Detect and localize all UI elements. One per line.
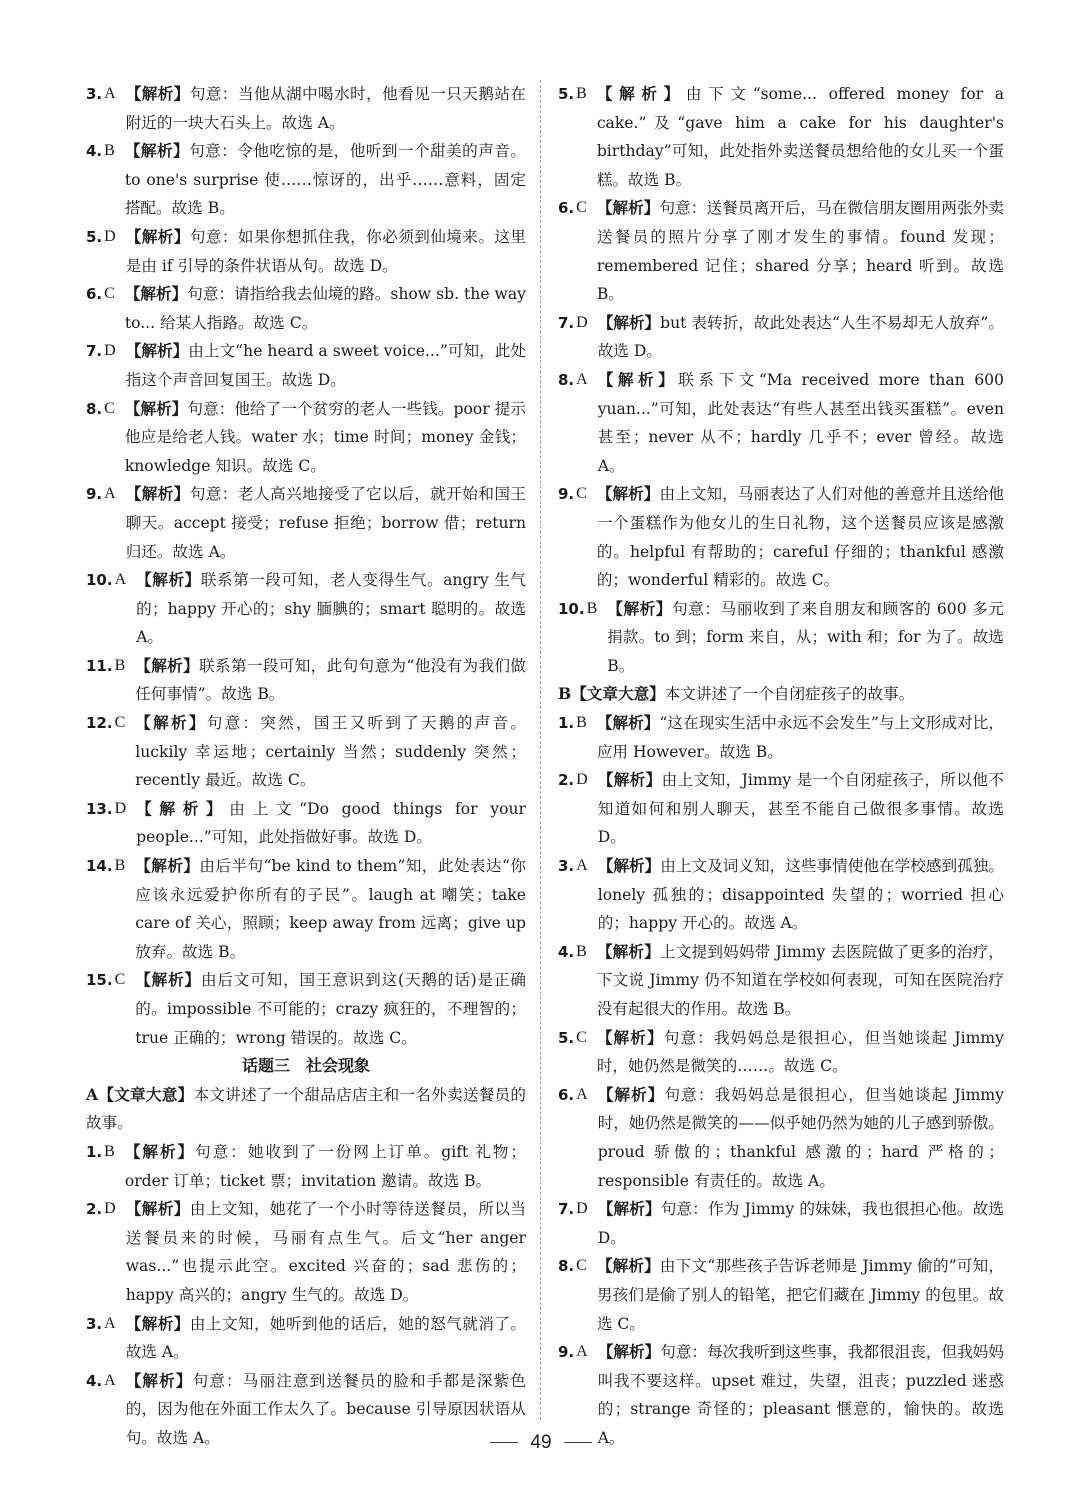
item-explanation <box>607 595 1004 681</box>
answer-item <box>558 1081 1004 1195</box>
item-explanation <box>597 1252 1004 1338</box>
answer-item <box>86 966 526 1052</box>
right-answer-list-a <box>558 80 1004 680</box>
item-explanation <box>597 938 1004 1024</box>
item-number: 9. <box>558 485 575 504</box>
item-explanation <box>125 137 526 223</box>
answer-item <box>558 1024 1004 1081</box>
explanation-text: 句意：每次我听到这些事，我都很沮丧，但我妈妈叫我不要这样。upset 难过，失望，沮丧；puzzled 迷惑的；strange 奇怪的；pleasant 惬意的，愉快的。故选 A。 <box>597 1343 1004 1447</box>
analysis-tag: 【解析】 <box>125 1370 193 1390</box>
explanation-text: 句意：马丽注意到送餐员的脸和手都是深紫色的，因为他在外面工作太久了。because 引导原因状语从句。故选 A。 <box>125 1371 526 1447</box>
item-explanation <box>598 309 1004 366</box>
item-number: 10. <box>86 571 113 590</box>
item-number: 3. <box>86 85 103 103</box>
answer-item <box>86 1195 526 1309</box>
answer-item <box>558 309 1004 366</box>
analysis-tag: 【解析】 <box>135 856 200 876</box>
analysis-tag: 【解析】 <box>597 770 662 790</box>
explanation-text: 句意：马丽收到了来自朋友和顾客的 600 多元捐款。to 到；form 来自，从；with 和；for 为了。故选 B。 <box>607 599 1004 675</box>
explanation-text: 由下文“some... offered money for a cake.”及“gave him a cake for his daughter's birthday”可知，此处指外卖送餐员想给他的女儿买一个蛋糕。故选 B。 <box>596 85 1004 189</box>
item-number: 7. <box>558 313 575 332</box>
item-answer: B <box>576 714 587 732</box>
analysis-tag: 【解析】 <box>125 226 190 246</box>
analysis-tag: 【解析】 <box>596 713 660 733</box>
item-explanation <box>597 194 1004 308</box>
answer-item <box>558 366 1004 480</box>
item-answer: C <box>576 485 587 503</box>
item-number: 14. <box>86 857 113 876</box>
item-number: 4. <box>558 942 575 961</box>
footer-dash-left <box>490 1442 518 1443</box>
summary-b-prefix: B <box>558 684 572 704</box>
left-answer-list-a <box>86 80 526 1052</box>
analysis-tag: 【解析】 <box>125 84 190 103</box>
answer-item <box>86 566 526 652</box>
item-answer: A <box>114 571 127 589</box>
answer-item <box>86 137 526 223</box>
analysis-tag: 【解析】 <box>124 1141 196 1161</box>
analysis-tag: 【解析】 <box>135 713 207 733</box>
item-answer: B <box>114 656 126 674</box>
item-answer: B <box>104 142 115 160</box>
explanation-text: but 表转折，故此处表达“人生不易却无人放弃”。故选 D。 <box>597 313 1004 361</box>
item-number: 8. <box>86 399 103 418</box>
analysis-tag: 【解析】 <box>596 1256 660 1276</box>
item-answer: A <box>104 1314 116 1332</box>
item-explanation <box>126 1195 526 1309</box>
explanation-text: 联系第一段可知，老人变得生气。angry 生气的；happy 开心的；shy 腼腆的；smart 聪明的。故选 A。 <box>136 571 526 647</box>
analysis-tag: 【解析】 <box>135 970 201 990</box>
item-explanation <box>135 709 526 795</box>
explanation-text: 句意：送餐员离开后，马在微信朋友圈用两张外卖送餐员的照片分享了刚才发生的事情。found 发现；remembered 记住；shared 分享；heard 听到。故选 B。 <box>596 199 1004 304</box>
footer-dash-right <box>564 1442 592 1443</box>
summary-b-label: 【文章大意】 <box>571 684 665 704</box>
analysis-tag: 【解析】 <box>124 141 190 161</box>
analysis-tag: 【解析】 <box>597 1084 665 1104</box>
explanation-text: 上文提到妈妈带 Jimmy 去医院做了更多的治疗，下文说 Jimmy 仍不知道在学校如何表现，可知在医院治疗没有起很大的作用。故选 B。 <box>596 942 1004 1018</box>
item-explanation <box>125 1138 526 1195</box>
item-answer: A <box>576 370 588 388</box>
item-answer: C <box>576 199 587 217</box>
page-footer <box>0 1432 1082 1454</box>
analysis-tag: 【解析】 <box>124 398 188 418</box>
explanation-text: 由后文可知，国王意识到这(天鹅的话)是正确的。impossible 不可能的；crazy 疯狂的，不理智的；true 正确的；wrong 错误的。故选 C。 <box>135 971 526 1047</box>
item-explanation <box>135 966 526 1052</box>
item-answer: C <box>114 714 126 732</box>
item-number: 5. <box>86 227 103 246</box>
item-explanation <box>598 852 1004 938</box>
summary-b-text: 本文讲述了一个自闭症孩子的故事。 <box>664 685 915 704</box>
item-explanation <box>597 480 1004 594</box>
explanation-text: 由上文知，Jimmy 是一个自闭症孩子，所以他不知道如何和别人聊天，甚至不能自己做很多事情。故选 D。 <box>597 771 1004 847</box>
left-column <box>86 80 526 1453</box>
answer-item <box>86 852 526 966</box>
item-answer: A <box>576 857 588 875</box>
item-answer: B <box>104 1142 115 1160</box>
answer-item <box>86 337 526 394</box>
answer-item <box>86 795 526 852</box>
item-number: 12. <box>86 714 113 733</box>
explanation-text: 句意：突然，国王又听到了天鹅的声音。luckily 幸运地；certainly 当然；suddenly 突然；recently 最近。故选 C。 <box>135 714 526 790</box>
explanation-text: 句意：老人高兴地接受了它以后，就开始和国王聊天。accept 接受；refuse 拒绝；borrow 借；return 归还。故选 A。 <box>125 485 526 561</box>
item-explanation <box>126 337 526 394</box>
item-explanation <box>598 1195 1004 1252</box>
analysis-tag: 【解析】 <box>125 484 190 504</box>
item-answer: A <box>104 485 116 503</box>
item-number: 3. <box>86 1314 103 1333</box>
summary-a-prefix: A <box>86 1084 99 1104</box>
item-answer: B <box>576 85 587 102</box>
item-explanation <box>598 766 1004 852</box>
item-number: 5. <box>558 1028 575 1047</box>
explanation-text: 由后半句“be kind to them”知，此处表达“你应该永远爱护你所有的子民”。laugh at 嘲笑；take care of 关心，照顾；keep away from 远离；give up 放弃。故选 B。 <box>135 857 526 961</box>
right-answer-list-b <box>558 709 1004 1452</box>
analysis-tag: 【解析】 <box>596 941 660 961</box>
item-answer: D <box>576 313 588 331</box>
item-number: 4. <box>86 1371 103 1390</box>
explanation-text: 句意：我妈妈总是很担心，但当她谈起 Jimmy 时，她仍然是微笑的……。故选 C。 <box>596 1028 1004 1076</box>
explanation-text: 由上文“he heard a sweet voice...”可知，此处指这个声音回复国王。故选 D。 <box>125 342 526 389</box>
item-answer: A <box>104 1371 116 1389</box>
item-explanation <box>125 395 526 481</box>
explanation-text: 句意：我妈妈总是很担心，但当她谈起 Jimmy 时，她仍然是微笑的——似乎她仍然为她的儿子感到骄傲。proud 骄傲的；thankful 感激的；hard 严格的；responsible 有责任的。故选 A。 <box>597 1085 1004 1190</box>
analysis-tag: 【解析】 <box>597 369 679 389</box>
answer-item <box>86 652 526 709</box>
summary-a-label: 【文章大意】 <box>98 1084 194 1104</box>
explanation-text: 由上文知，她花了一个小时等待送餐员，所以当送餐员来的时候，马丽有点生气。后文“her anger was...”也提示此空。excited 兴奋的；sad 悲伤的；happy 高兴的；angry 生气的。故选 D。 <box>125 1200 526 1304</box>
item-explanation <box>136 795 526 852</box>
item-answer: D <box>576 771 588 789</box>
explanation-text: 由上文知，她听到他的话后，她的怒气就消了。故选 A。 <box>125 1314 526 1362</box>
explanation-text: 由上文“Do good things for your people...”可知，此处指做好事。故选 D。 <box>136 799 526 847</box>
answer-item <box>558 938 1004 1024</box>
item-explanation <box>598 366 1004 480</box>
item-number: 1. <box>86 1142 103 1161</box>
explanation-text: 句意：如果你想抓住我，你必须到仙境来。这里是由 if 引导的条件状语从句。故选 D。 <box>125 227 526 275</box>
answer-item <box>558 766 1004 852</box>
answer-item <box>86 395 526 481</box>
analysis-tag: 【解析】 <box>596 1027 664 1047</box>
answer-item <box>86 709 526 795</box>
explanation-text: 联系下文“Ma received more than 600 yuan...”可知，此处表达“有些人甚至出钱买蛋糕”。even 甚至；never 从不；hardly 几乎不；ever 曾经。故选 A。 <box>597 370 1004 475</box>
item-number: 9. <box>558 1343 575 1362</box>
analysis-tag: 【解析】 <box>597 856 661 876</box>
analysis-tag: 【解析】 <box>136 570 201 590</box>
explanation-text: “这在现实生活中永远不会发生”与上文形成对比，应用 However。故选 B。 <box>596 714 1004 761</box>
analysis-tag: 【解析】 <box>124 284 188 304</box>
analysis-tag: 【解析】 <box>125 341 189 361</box>
item-number: 1. <box>558 714 575 733</box>
item-number: 9. <box>86 485 103 504</box>
item-answer: B <box>114 857 126 875</box>
analysis-tag: 【解析】 <box>597 312 661 332</box>
answer-item <box>558 194 1004 308</box>
item-explanation <box>126 80 526 137</box>
item-answer: D <box>114 799 127 817</box>
analysis-tag: 【解析】 <box>135 655 200 675</box>
item-answer: D <box>576 1200 588 1218</box>
right-column <box>558 80 1004 1453</box>
answer-item <box>558 852 1004 938</box>
page-number: 49 <box>530 1432 552 1453</box>
item-explanation <box>126 480 526 566</box>
item-answer: B <box>586 599 598 617</box>
item-answer: C <box>104 399 115 417</box>
item-number: 11. <box>86 656 113 675</box>
item-answer: D <box>104 342 116 360</box>
item-answer: D <box>104 1200 116 1218</box>
item-explanation <box>598 1081 1004 1195</box>
item-number: 6. <box>558 1085 575 1104</box>
item-explanation <box>135 652 526 709</box>
summary-b <box>558 680 1004 709</box>
explanation-text: 由上文及词义知，这些事情使他在学校感到孤独。lonely 孤独的；disappointed 失望的；worried 担心的；happy 开心的。故选 A。 <box>597 857 1004 933</box>
explanation-text: 由上文知，马丽表达了人们对他的善意并且送给他一个蛋糕作为他女儿的生日礼物，这个送餐员应该是感激的。helpful 有帮助的；careful 仔细的；thankful 感激的；wonderful 精彩的。故选 C。 <box>596 485 1004 590</box>
item-explanation <box>126 223 526 280</box>
answer-item <box>558 80 1004 194</box>
explanation-text: 联系第一段可知，此句句意为“他没有为我们做任何事情”。故选 B。 <box>135 656 526 704</box>
item-explanation <box>597 1024 1004 1081</box>
answer-item <box>86 280 526 337</box>
item-number: 10. <box>558 599 585 618</box>
item-number: 4. <box>86 142 103 161</box>
answer-item <box>558 1195 1004 1252</box>
explanation-text: 由下文“那些孩子告诉老师是 Jimmy 偷的”可知，男孩们是偷了别人的铅笔，把它们藏在 Jimmy 的包里。故选 C。 <box>596 1257 1004 1333</box>
item-answer: C <box>114 971 126 989</box>
analysis-tag: 【解析】 <box>596 484 660 504</box>
explanation-text: 句意：作为 Jimmy 的妹妹，我也很担心他。故选 D。 <box>597 1200 1004 1247</box>
item-number: 8. <box>558 370 575 389</box>
answer-item <box>86 480 526 566</box>
explanation-text: 句意：当他从湖中喝水时，他看见一只天鹅站在附近的一块大石头上。故选 A。 <box>125 85 526 132</box>
item-number: 6. <box>86 285 103 304</box>
item-explanation <box>136 566 526 652</box>
explanation-text: 句意：他给了一个贫穷的老人一些钱。poor 提示他应是给老人钱。water 水；time 时间；money 金钱；knowledge 知识。故选 C。 <box>124 399 526 475</box>
item-explanation <box>125 280 526 337</box>
left-answer-list-b <box>86 1138 526 1453</box>
item-answer: C <box>576 1028 587 1046</box>
analysis-tag: 【解析】 <box>596 84 686 103</box>
item-number: 5. <box>558 85 575 103</box>
item-explanation <box>126 1310 526 1367</box>
item-number: 13. <box>86 799 113 818</box>
item-answer: C <box>104 285 115 303</box>
item-explanation <box>597 80 1004 194</box>
answer-item <box>86 80 526 137</box>
answer-item <box>558 480 1004 594</box>
item-number: 6. <box>558 199 575 218</box>
explanation-text: 句意：她收到了一份网上订单。gift 礼物；order 订单；ticket 票；invitation 邀请。故选 B。 <box>124 1142 526 1190</box>
item-answer: C <box>576 1257 587 1275</box>
item-number: 7. <box>558 1200 575 1219</box>
item-number: 3. <box>558 857 575 876</box>
explanation-text: 句意：令他吃惊的是，他听到一个甜美的声音。to one's surprise 使……惊讶的，出乎……意料，固定搭配。故选 B。 <box>124 142 526 218</box>
answer-item <box>558 709 1004 766</box>
item-answer: D <box>104 227 116 245</box>
item-answer: A <box>576 1343 588 1361</box>
answer-item <box>86 1138 526 1195</box>
item-number: 15. <box>86 971 113 990</box>
answer-item <box>86 223 526 280</box>
analysis-tag: 【解析】 <box>125 1313 190 1333</box>
analysis-tag: 【解析】 <box>597 1342 661 1362</box>
analysis-tag: 【解析】 <box>136 798 230 818</box>
column-divider <box>540 80 541 1420</box>
topic-heading: 话题三 社会现象 <box>241 1056 370 1076</box>
summary-a <box>86 1081 526 1138</box>
answer-item <box>558 595 1004 681</box>
analysis-tag: 【解析】 <box>596 198 660 218</box>
item-answer: A <box>104 85 116 102</box>
item-number: 8. <box>558 1257 575 1276</box>
item-answer: B <box>576 942 587 960</box>
item-answer: A <box>576 1085 588 1103</box>
answer-item <box>86 1310 526 1367</box>
item-explanation <box>597 709 1004 766</box>
summary-a-text: 本文讲述了一个甜品店店主和一名外卖送餐员的故事。 <box>86 1085 526 1133</box>
answer-item <box>558 1252 1004 1338</box>
item-number: 2. <box>558 771 575 790</box>
analysis-tag: 【解析】 <box>597 1199 661 1219</box>
analysis-tag: 【解析】 <box>607 598 673 618</box>
item-number: 2. <box>86 1200 103 1219</box>
item-explanation <box>135 852 526 966</box>
explanation-text: 句意：请指给我去仙境的路。show sb. the way to... 给某人指路。故选 C。 <box>124 285 526 332</box>
item-number: 7. <box>86 342 103 361</box>
analysis-tag: 【解析】 <box>125 1199 190 1219</box>
